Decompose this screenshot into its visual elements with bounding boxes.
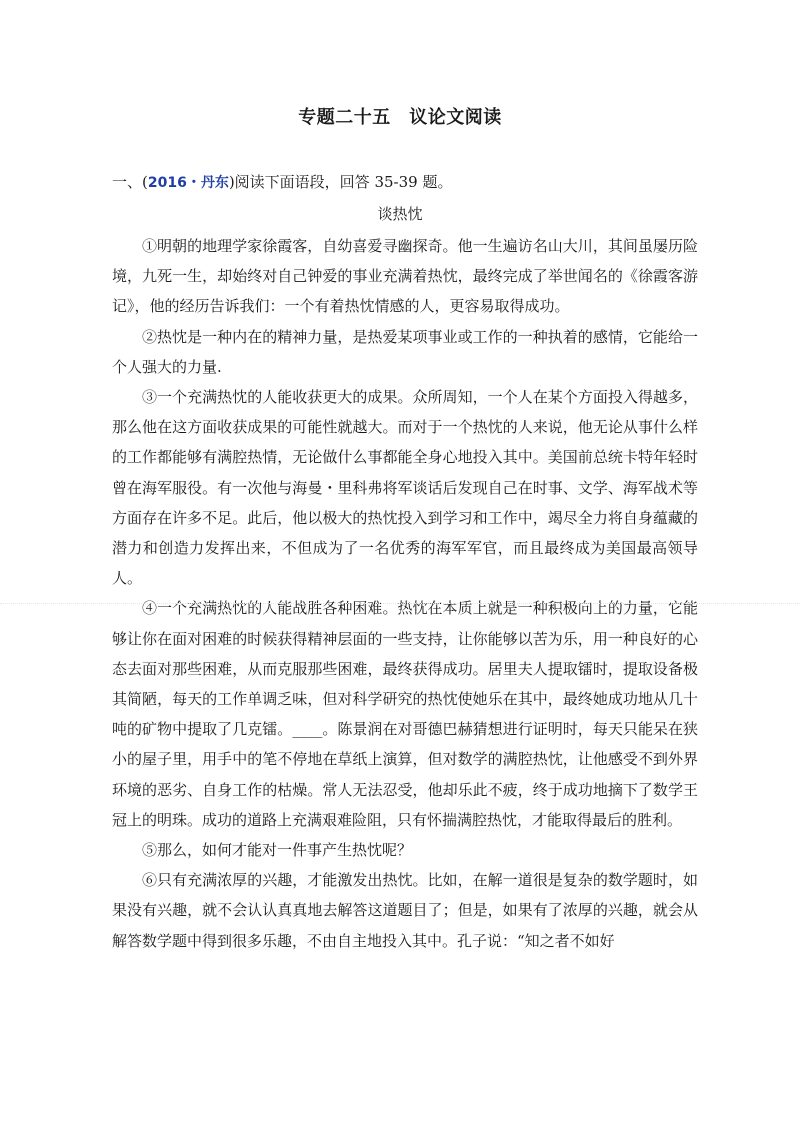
document-title: 专题二十五 议论文阅读: [298, 107, 502, 128]
question-source: 2016・丹东: [147, 175, 229, 191]
paragraph-3: ③一个充满热忱的人能收获更大的成果。众所周知，一个人在某个方面投入得越多，那么他在这方面收获成果的可能性就越大。而对于一个热忱的人来说，他无论从事什么样的工作都能够有满腔热情，无论做什么事都能全身心地投入其中。美国前总统卡特年轻时曾在海军服役。有一次他与海曼・里科弗将军谈话后发现自己在时事、文学、海军战术等方面存在许多不足。此后，他以极大的热忱投入到学习和工作中，竭尽全力将自身蕴藏的潜力和创造力发挥出来，不但成为了一名优秀的海军军官，而且最终成为美国最高领导人。: [112, 388, 698, 588]
paragraph-4: ④一个充满热忱的人能战胜各种困难。热忱在本质上就是一种积极向上的力量，它能够让你在面对困难的时候获得精神层面的一些支持，让你能够以苦为乐，用一种良好的心态去面对那些困难，从而克服那些困难，最终获得成功。居里夫人提取镭时，提取设备极其简陋，每天的工作单调乏味，但对科学研究的热忱使她乐在其中，最终她成功地从几十吨的矿物中提取了几克镭。____。陈景润在对哥德巴赫猜想进行证明时，每天只能呆在狭小的屋子里，用手中的笔不停地在草纸上演算，但对数学的满腔热忱，让他感受不到外界环境的恶劣、自身工作的枯燥。常人无法忍受，他却乐此不疲，终于成功地摘下了数学王冠上的明珠。成功的道路上充满艰难险阻，只有怀揣满腔热忱，才能取得最后的胜利。: [112, 599, 698, 829]
question-suffix: )阅读下面语段，回答 35-39 题。: [228, 173, 453, 191]
question-instruction: [112, 170, 452, 195]
paragraph-1: ①明朝的地理学家徐霞客，自幼喜爱寻幽探奇。他一生遍访名山大川，其间虽屡历险境，九死一生，却始终对自己钟爱的事业充满着热忱，最终完成了举世闻名的《徐霞客游记》，他的经历告诉我们：一个有着热忱情感的人，更容易取得成功。: [112, 237, 698, 316]
article-title: 谈热忱: [377, 205, 423, 223]
paragraph-2: ②热忱是一种内在的精神力量，是热爱某项事业或工作的一种执着的感情，它能给一个人强大的力量.: [112, 327, 698, 376]
question-prefix: 一、(: [112, 173, 148, 191]
paragraph-6: ⑥只有充满浓厚的兴趣，才能激发出热忱。比如，在解一道很是复杂的数学题时，如果没有兴趣，就不会认认真真地去解答这道题目了；但是，如果有了浓厚的兴趣，就会从解答数学题中得到很多乐趣，不由自主地投入其中。孔子说：“知之者不如好: [112, 871, 698, 950]
paragraph-5: ⑤那么，如何才能对一件事产生热忱呢？: [142, 841, 413, 860]
page-divider: [0, 603, 800, 604]
article-body: [112, 231, 698, 956]
